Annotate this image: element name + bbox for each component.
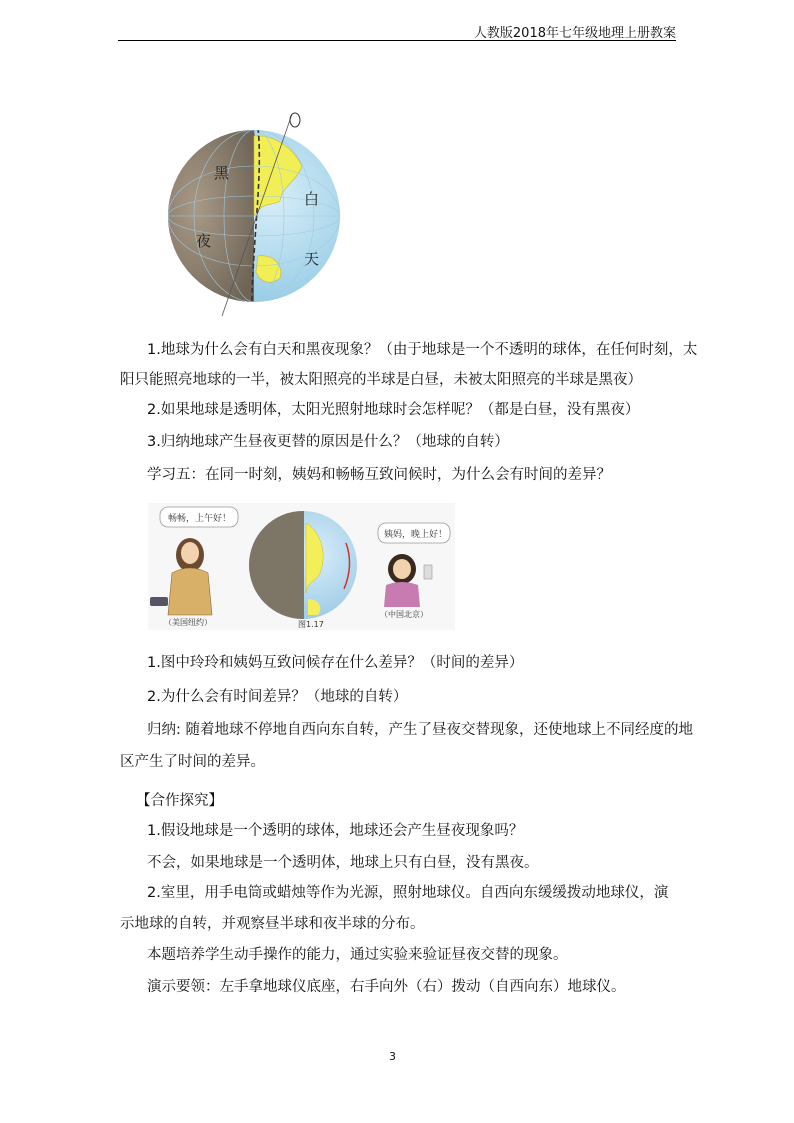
day-char-bai: 白 (304, 190, 320, 208)
right-caption: （中国北京） (380, 610, 428, 619)
page-header (118, 20, 676, 41)
left-bubble-text: 畅畅，上午好！ (168, 514, 232, 524)
paragraph-demo-tips: 演示要领：左手拿地球仪底座，右手向外（右）拨动（自西向东）地球仪。 (147, 979, 626, 995)
paragraph-coop-note: 本题培养学生动手操作的能力，通过实验来验证昼夜交替的现象。 (147, 947, 568, 963)
paragraph-study5: 学习五：在同一时刻，姨妈和畅畅互致问候时，为什么会有时间的差异？ (147, 467, 611, 483)
section-heading-cooperative: 【合作探究】 (136, 793, 223, 809)
paragraph-coop-1-answer: 不会，如果地球是一个透明体，地球上只有白昼，没有黑夜。 (147, 855, 539, 871)
paragraph-1b: 阳只能照亮地球的一半，被太阳照亮的半球是白昼，未被太阳照亮的半球是黑夜） (120, 372, 642, 388)
paragraph-q2: 2.为什么会有时间差异？（地球的自转） (147, 689, 408, 705)
paragraph-3: 3.归纳地球产生昼夜更替的原因是什么？（地球的自转） (147, 434, 509, 450)
paragraph-coop-2a: 2.室里，用手电筒或蜡烛等作为光源，照射地球仪。自西向东缓缓拨动地球仪，演 (147, 885, 669, 901)
paragraph-coop-2b: 示地球的自转，并观察昼半球和夜半球的分布。 (120, 916, 425, 932)
time-difference-figure (148, 503, 455, 630)
header-title: 人教版2018年七年级地理上册教案 (473, 26, 676, 41)
paragraph-summary-b: 区产生了时间的差异。 (120, 754, 265, 770)
left-caption: （美国纽约） (164, 618, 212, 627)
paragraph-summary-a: 归纳: 随着地球不停地自西向东自转，产生了昼夜交替现象，还使地球上不同经度的地 (147, 722, 693, 738)
figure-number: 图1.17 (298, 620, 324, 629)
night-char-hei: 黑 (214, 164, 230, 182)
night-char-ye: 夜 (196, 232, 212, 250)
page-number: 3 (389, 1050, 396, 1063)
paragraph-1a: 1.地球为什么会有白天和黑夜现象？（由于地球是一个不透明的球体，在任何时刻，太 (147, 342, 698, 358)
globe-day-night-figure (162, 106, 362, 321)
paragraph-q1: 1.图中玲玲和姨妈互致问候存在什么差异？（时间的差异） (147, 655, 524, 671)
right-bubble-text: 姨妈，晚上好！ (384, 530, 448, 540)
day-char-tian: 天 (304, 250, 320, 268)
paragraph-2: 2.如果地球是透明体，太阳光照射地球时会怎样呢？（都是白昼，没有黑夜） (147, 402, 640, 418)
paragraph-coop-1: 1.假设地球是一个透明的球体，地球还会产生昼夜现象吗？ (147, 823, 524, 839)
